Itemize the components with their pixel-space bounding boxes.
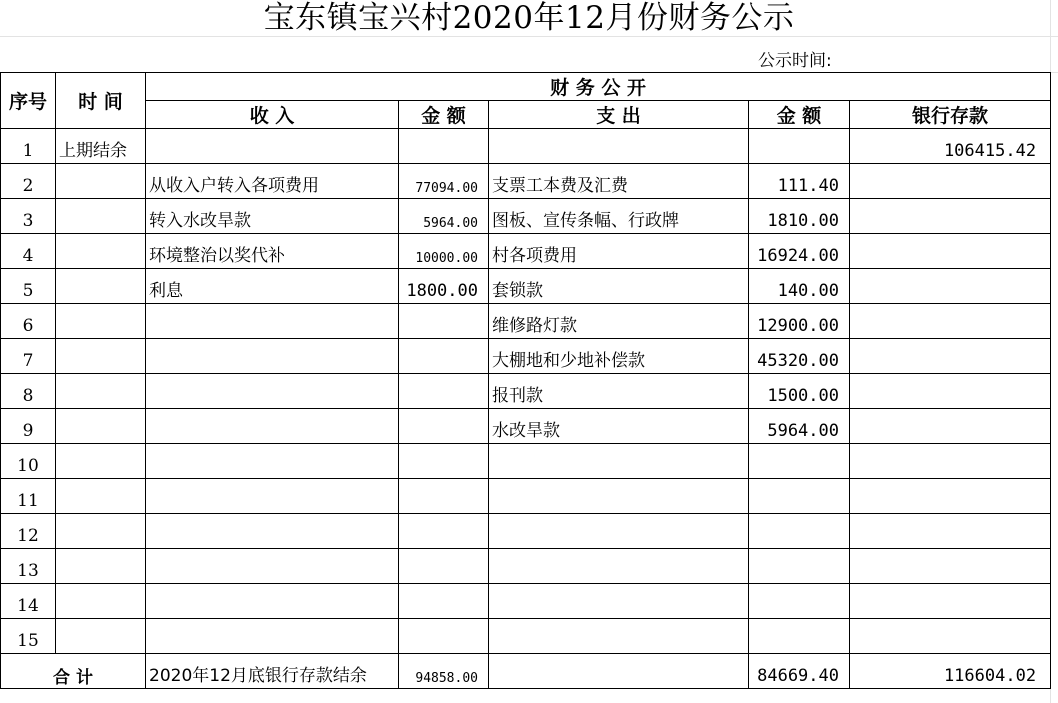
table-row — [1, 304, 1051, 339]
row-expense — [489, 514, 749, 549]
row-income-amount — [399, 514, 489, 549]
row-income-amount: 5964.00 — [399, 199, 489, 234]
row-seq: 5 — [1, 269, 56, 304]
row-income-amount — [399, 444, 489, 479]
table-row — [1, 549, 1051, 584]
row-income — [146, 304, 399, 339]
row-bank — [850, 584, 1051, 619]
total-label: 合 计 — [1, 654, 146, 689]
total-expense-amount: 84669.40 — [749, 654, 850, 689]
row-income — [146, 374, 399, 409]
row-time — [56, 619, 146, 654]
row-bank — [850, 164, 1051, 199]
row-expense-amount: 1810.00 — [749, 199, 850, 234]
row-time — [56, 514, 146, 549]
table-row — [1, 164, 1051, 199]
table-row — [1, 619, 1051, 654]
table-row — [1, 234, 1051, 269]
header-bank: 银行存款 — [850, 101, 1051, 129]
row-seq: 2 — [1, 164, 56, 199]
row-bank — [850, 199, 1051, 234]
row-bank — [850, 549, 1051, 584]
row-income — [146, 619, 399, 654]
row-bank — [850, 619, 1051, 654]
row-income-amount: 10000.00 — [399, 234, 489, 269]
total-row — [1, 654, 1051, 689]
row-bank — [850, 339, 1051, 374]
row-income-amount — [399, 549, 489, 584]
row-time — [56, 409, 146, 444]
row-expense: 支票工本费及汇费 — [489, 164, 749, 199]
header-time: 时 间 — [56, 73, 146, 129]
row-seq: 8 — [1, 374, 56, 409]
row-seq: 4 — [1, 234, 56, 269]
header-expense-amount: 金 额 — [749, 101, 850, 129]
row-expense-amount: 140.00 — [749, 269, 850, 304]
row-expense — [489, 549, 749, 584]
row-expense-amount: 111.40 — [749, 164, 850, 199]
row-seq: 3 — [1, 199, 56, 234]
row-time — [56, 549, 146, 584]
row-seq: 11 — [1, 479, 56, 514]
row-income-amount — [399, 479, 489, 514]
row-expense-amount: 45320.00 — [749, 339, 850, 374]
header-seq: 序号 — [1, 73, 56, 129]
row-seq: 6 — [1, 304, 56, 339]
row-expense-amount — [749, 584, 850, 619]
row-expense — [489, 444, 749, 479]
total-bank: 116604.02 — [850, 654, 1051, 689]
row-income: 转入水改旱款 — [146, 199, 399, 234]
row-bank — [850, 234, 1051, 269]
row-bank — [850, 479, 1051, 514]
row-expense: 套锁款 — [489, 269, 749, 304]
row-expense: 大棚地和少地补偿款 — [489, 339, 749, 374]
row-time — [56, 374, 146, 409]
row-time — [56, 234, 146, 269]
row-expense-amount — [749, 129, 850, 164]
row-seq: 7 — [1, 339, 56, 374]
row-time — [56, 304, 146, 339]
table-row — [1, 374, 1051, 409]
row-income-amount — [399, 619, 489, 654]
table-row — [1, 269, 1051, 304]
row-bank — [850, 444, 1051, 479]
row-bank: 106415.42 — [850, 129, 1051, 164]
row-expense-amount: 12900.00 — [749, 304, 850, 339]
row-expense: 图板、宣传条幅、行政牌 — [489, 199, 749, 234]
row-expense: 水改旱款 — [489, 409, 749, 444]
total-income: 2020年12月底银行存款结余 — [146, 654, 399, 689]
row-income — [146, 514, 399, 549]
row-expense — [489, 619, 749, 654]
header-expense: 支 出 — [489, 101, 749, 129]
row-expense-amount — [749, 479, 850, 514]
row-income — [146, 129, 399, 164]
row-income-amount — [399, 584, 489, 619]
row-time — [56, 164, 146, 199]
row-time — [56, 339, 146, 374]
row-expense-amount — [749, 549, 850, 584]
row-seq: 1 — [1, 129, 56, 164]
row-income-amount — [399, 374, 489, 409]
row-income — [146, 409, 399, 444]
row-expense — [489, 479, 749, 514]
row-expense-amount — [749, 514, 850, 549]
header-group: 财 务 公 开 — [146, 73, 1051, 101]
row-income: 环境整治以奖代补 — [146, 234, 399, 269]
header-income: 收 入 — [146, 101, 399, 129]
row-expense-amount: 1500.00 — [749, 374, 850, 409]
row-expense: 报刊款 — [489, 374, 749, 409]
header-income-amount: 金 额 — [399, 101, 489, 129]
row-seq: 14 — [1, 584, 56, 619]
finance-table — [0, 72, 1051, 689]
row-expense — [489, 584, 749, 619]
row-expense-amount — [749, 444, 850, 479]
row-income — [146, 549, 399, 584]
row-income: 从收入户转入各项费用 — [146, 164, 399, 199]
row-income — [146, 479, 399, 514]
row-expense-amount: 5964.00 — [749, 409, 850, 444]
row-time — [56, 584, 146, 619]
table-row — [1, 129, 1051, 164]
row-income-amount — [399, 409, 489, 444]
row-expense — [489, 129, 749, 164]
row-income — [146, 444, 399, 479]
row-time — [56, 444, 146, 479]
row-expense-amount — [749, 619, 850, 654]
header-row-1 — [1, 73, 1051, 101]
row-seq: 12 — [1, 514, 56, 549]
row-seq: 9 — [1, 409, 56, 444]
row-time — [56, 479, 146, 514]
row-income-amount — [399, 304, 489, 339]
row-time — [56, 269, 146, 304]
row-income-amount — [399, 129, 489, 164]
total-expense — [489, 654, 749, 689]
table-row — [1, 444, 1051, 479]
table-row — [1, 199, 1051, 234]
table-row — [1, 514, 1051, 549]
gridline — [0, 36, 1058, 37]
row-expense: 维修路灯款 — [489, 304, 749, 339]
row-income: 利息 — [146, 269, 399, 304]
total-income-amount: 94858.00 — [399, 654, 489, 689]
row-bank — [850, 269, 1051, 304]
row-income-amount: 1800.00 — [399, 269, 489, 304]
row-bank — [850, 304, 1051, 339]
row-seq: 15 — [1, 619, 56, 654]
row-seq: 13 — [1, 549, 56, 584]
row-bank — [850, 374, 1051, 409]
row-bank — [850, 514, 1051, 549]
table-row — [1, 339, 1051, 374]
row-income — [146, 584, 399, 619]
table-row — [1, 584, 1051, 619]
row-seq: 10 — [1, 444, 56, 479]
table-row — [1, 409, 1051, 444]
row-income-amount — [399, 339, 489, 374]
row-bank — [850, 409, 1051, 444]
row-expense: 村各项费用 — [489, 234, 749, 269]
publish-time-label: 公示时间: — [758, 51, 832, 71]
header-row-2 — [1, 101, 1051, 129]
row-time: 上期结余 — [56, 129, 146, 164]
row-income — [146, 339, 399, 374]
table-row — [1, 479, 1051, 514]
row-expense-amount: 16924.00 — [749, 234, 850, 269]
row-time — [56, 199, 146, 234]
row-income-amount: 77094.00 — [399, 164, 489, 199]
page-title: 宝东镇宝兴村2020年12月份财务公示 — [263, 0, 795, 36]
